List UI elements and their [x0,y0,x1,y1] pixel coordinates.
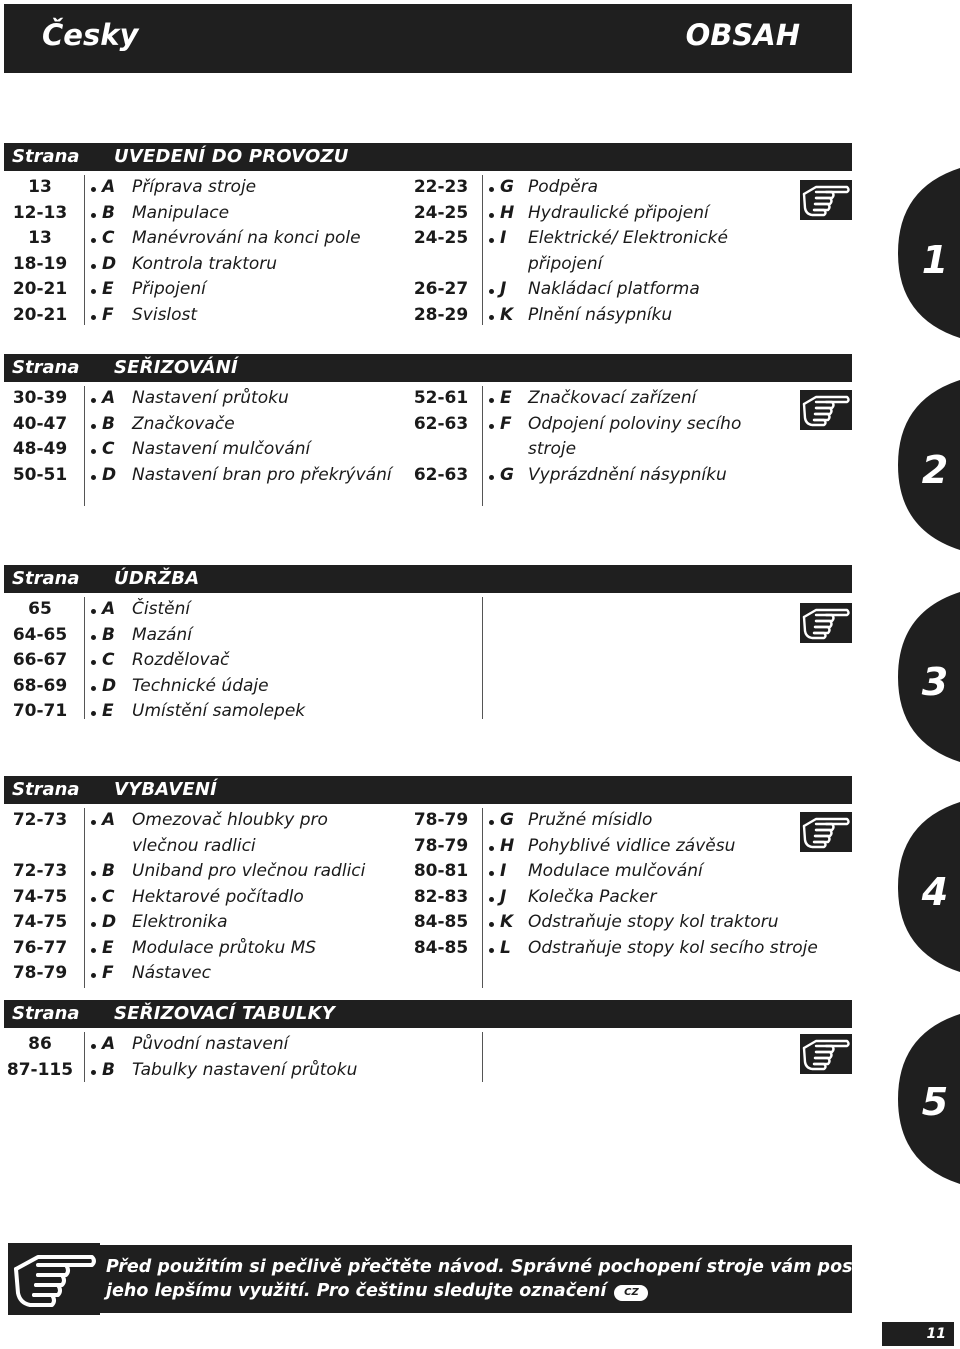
toc-page-range: 40-47 [12,413,68,434]
bullet-icon [91,475,96,480]
toc-page-range: 12-13 [12,202,68,223]
bullet-icon [489,846,494,851]
toc-page-range: 18-19 [12,253,68,274]
toc-item-text[interactable]: Nastavení bran pro překrývání [132,464,392,485]
toc-item-letter: G [500,810,514,830]
toc-item-text[interactable]: Manévrování na konci pole [132,228,361,248]
column-divider [482,597,483,719]
toc-item-text[interactable]: Vyprázdnění násypníku [528,464,727,485]
bullet-icon [489,398,494,403]
bullet-icon [91,213,96,218]
toc-item-letter: F [102,304,114,325]
toc-item-text[interactable]: Značkovače [132,413,235,434]
bullet-icon [91,449,96,454]
strana-label: Strana [12,779,80,800]
toc-item-letter: F [102,963,114,983]
toc-item-text[interactable]: Tabulky nastavení průtoku [132,1059,358,1080]
bullet-icon [91,1044,96,1049]
bullet-icon [489,289,494,294]
section-title: VYBAVENÍ [114,779,217,800]
toc-page-range: 84-85 [413,912,469,932]
toc-item-text[interactable]: Odpojení poloviny secího [528,413,742,434]
section-header [4,354,852,382]
toc-page-range: 78-79 [413,835,469,856]
toc-item-text[interactable]: Umístění samolepek [132,701,306,721]
column-divider [84,597,85,719]
toc-item-letter: B [102,413,115,434]
toc-item-text[interactable]: Modulace průtoku MS [132,937,317,958]
column-divider [84,808,85,988]
pointing-hand-icon [800,812,852,852]
toc-page-range: 13 [28,177,52,197]
section-header [4,565,852,593]
strana-label: Strana [12,146,80,167]
toc-item-letter: I [500,228,507,248]
section-title: ÚDRŽBA [114,568,200,589]
footer-line-2-text: jeho lepšímu využití. Pro češtinu sledujte označení [106,1281,607,1301]
toc-item-letter: E [500,388,512,408]
toc-page-range: 78-79 [413,810,469,830]
chapter-tab-number: 3 [921,660,949,704]
toc-page-range: 82-83 [413,886,469,907]
bullet-icon [91,1070,96,1075]
bullet-icon [489,897,494,902]
toc-item-letter: H [500,202,515,223]
bullet-icon [489,820,494,825]
toc-item-text[interactable]: Uniband pro vlečnou radlici [132,861,366,881]
chapter-tab[interactable] [890,802,960,972]
bullet-icon [91,238,96,243]
toc-page-range: 52-61 [413,388,469,408]
bullet-icon [489,315,494,320]
toc-item-text-continued: připojení [528,253,603,274]
toc-page-range: 76-77 [12,937,68,958]
pointing-hand-icon [800,603,852,643]
toc-item-letter: E [102,279,114,299]
bullet-icon [91,686,96,691]
toc-page-range: 86 [28,1034,52,1054]
chapter-tab[interactable] [890,380,960,550]
section-header [4,1000,852,1028]
toc-page-range: 24-25 [413,228,469,248]
toc-item-letter: J [500,886,507,907]
toc-page-range: 70-71 [12,701,68,721]
column-divider [482,386,483,506]
toc-page-range: 48-49 [12,439,68,459]
bullet-icon [91,660,96,665]
toc-page-range: 68-69 [12,675,68,696]
toc-item-letter: A [102,177,116,197]
toc-item-letter: K [500,304,514,325]
section-title: SEŘIZOVACÍ TABULKY [114,1003,335,1024]
bullet-icon [91,424,96,429]
chapter-tab-number: 2 [921,448,949,492]
toc-page-range: 13 [28,228,52,248]
toc-item-letter: B [102,624,115,645]
toc-item-text[interactable]: Hektarové počítadlo [132,886,304,907]
strana-label: Strana [12,1003,80,1024]
chapter-tab-number: 1 [921,238,949,282]
bullet-icon [489,213,494,218]
footer-note [100,1245,917,1313]
toc-page-range: 26-27 [413,279,469,299]
toc-item-letter: C [102,650,115,670]
toc-item-letter: A [102,599,116,619]
toc-item-text[interactable]: Pohyblivé vidlice závěsu [528,835,736,856]
bullet-icon [489,424,494,429]
toc-item-text-continued: vlečnou radlici [132,835,256,856]
toc-item-letter: A [102,1034,116,1054]
toc-item-letter: D [102,464,117,485]
toc-page-range: 62-63 [413,464,469,485]
toc-item-letter: B [102,861,115,881]
toc-page-range: 74-75 [12,886,68,907]
toc-page-range: 84-85 [413,937,469,958]
toc-item-letter: D [102,253,117,274]
toc-page-range: 28-29 [413,304,469,325]
toc-title: OBSAH [685,18,800,52]
toc-item-letter: B [102,202,115,223]
toc-item-text[interactable]: Manipulace [132,202,230,223]
toc-item-letter: L [500,937,511,958]
toc-item-text[interactable]: Čistění [132,599,191,619]
toc-page-range: 78-79 [12,963,68,983]
toc-item-text[interactable]: Odstraňuje stopy kol traktoru [528,912,779,932]
pointing-hand-icon [800,180,852,220]
toc-item-text[interactable]: Pružné mísidlo [528,810,653,830]
chapter-tab[interactable] [890,1014,960,1184]
toc-item-letter: F [500,413,512,434]
toc-item-text[interactable]: Hydraulické připojení [528,202,709,223]
column-divider [84,386,85,506]
column-divider [482,808,483,988]
bullet-icon [489,187,494,192]
toc-item-letter: C [102,439,115,459]
toc-item-letter: E [102,937,114,958]
toc-item-letter: A [102,388,116,408]
toc-page-range: 22-23 [413,177,469,197]
toc-item-text[interactable]: Podpěra [528,177,599,197]
toc-page-range: 66-67 [12,650,68,670]
toc-page-range: 72-73 [12,861,68,881]
toc-item-text[interactable]: Plnění násypníku [528,304,673,325]
toc-item-text[interactable]: Nastavení mulčování [132,439,311,459]
toc-item-text[interactable]: Nakládací platforma [528,279,700,299]
bullet-icon [91,315,96,320]
bullet-icon [91,973,96,978]
column-divider [482,175,483,325]
bullet-icon [91,820,96,825]
bullet-icon [91,187,96,192]
toc-item-letter: J [500,279,507,299]
toc-item-text[interactable]: Příprava stroje [132,177,257,197]
bullet-icon [91,264,96,269]
toc-item-text[interactable]: Rozdělovač [132,650,230,670]
footer-line-2 [106,1281,648,1301]
toc-item-text[interactable]: Mazání [132,624,192,645]
bullet-icon [91,609,96,614]
toc-item-text[interactable]: Modulace mulčování [528,861,703,881]
toc-item-text[interactable]: Odstraňuje stopy kol secího stroje [528,937,818,958]
section-header [4,143,852,171]
strana-label: Strana [12,357,80,378]
toc-item-letter: G [500,464,514,485]
bullet-icon [91,871,96,876]
bullet-icon [91,897,96,902]
toc-item-text[interactable]: Elektronika [132,912,228,932]
toc-item-text[interactable]: Kontrola traktoru [132,253,278,274]
toc-page-range: 20-21 [12,279,68,299]
toc-item-letter: I [500,861,507,881]
bullet-icon [489,238,494,243]
section-title: UVEDENÍ DO PROVOZU [114,146,349,167]
toc-item-letter: K [500,912,514,932]
toc-item-letter: E [102,701,114,721]
bullet-icon [91,289,96,294]
toc-item-text[interactable]: Omezovač hloubky pro [132,810,328,830]
bullet-icon [489,922,494,927]
column-divider [84,175,85,325]
bullet-icon [91,635,96,640]
bullet-icon [91,398,96,403]
toc-item-letter: A [102,810,116,830]
toc-item-letter: C [102,886,115,907]
column-divider [84,1032,85,1082]
toc-item-text[interactable]: Elektrické/ Elektronické [528,228,728,248]
toc-page-range: 20-21 [12,304,68,325]
toc-page-range: 64-65 [12,624,68,645]
bullet-icon [91,922,96,927]
toc-item-text[interactable]: Technické údaje [132,675,269,696]
toc-item-text[interactable]: Připojení [132,279,206,299]
toc-item-letter: D [102,912,117,932]
toc-item-text[interactable]: Svislost [132,304,198,325]
bullet-icon [489,948,494,953]
toc-item-text[interactable]: Nastavení průtoku [132,388,289,408]
page-number: 11 [882,1322,954,1346]
column-divider [482,1032,483,1082]
section-title: SEŘIZOVÁNÍ [114,357,238,378]
language-title: Česky [42,18,139,52]
strana-label: Strana [12,568,80,589]
toc-item-letter: G [500,177,514,197]
top-header-bar [4,4,852,73]
toc-page-range: 80-81 [413,861,469,881]
toc-item-text[interactable]: Značkovací zařízení [528,388,697,408]
footer-line-1: Před použitím si pečlivě přečtěte návod. Správné pochopení stroje vám poslouží k [106,1257,917,1277]
toc-item-letter: D [102,675,117,696]
toc-item-letter: H [500,835,515,856]
toc-item-text[interactable]: Kolečka Packer [528,886,657,907]
section-header [4,776,852,804]
chapter-tab[interactable] [890,592,960,762]
toc-page-range: 74-75 [12,912,68,932]
toc-page-range: 72-73 [12,810,68,830]
toc-item-letter: C [102,228,115,248]
pointing-hand-icon [800,390,852,430]
toc-page-range: 30-39 [12,388,68,408]
cz-badge: CZ [614,1285,648,1301]
toc-item-text-continued: stroje [528,439,577,459]
chapter-tab[interactable] [890,168,960,338]
pointing-hand-icon [8,1243,100,1315]
toc-page-range: 50-51 [12,464,68,485]
chapter-tab-number: 4 [921,870,949,914]
toc-item-text[interactable]: Nástavec [132,963,211,983]
toc-page-range: 87-115 [6,1059,74,1080]
bullet-icon [91,711,96,716]
bullet-icon [91,948,96,953]
toc-page-range: 24-25 [413,202,469,223]
chapter-tab-number: 5 [921,1080,949,1124]
toc-page-range: 65 [28,599,52,619]
toc-item-text[interactable]: Původní nastavení [132,1034,289,1054]
bullet-icon [489,475,494,480]
toc-item-letter: B [102,1059,115,1080]
bullet-icon [489,871,494,876]
pointing-hand-icon [800,1034,852,1074]
toc-page-range: 62-63 [413,413,469,434]
